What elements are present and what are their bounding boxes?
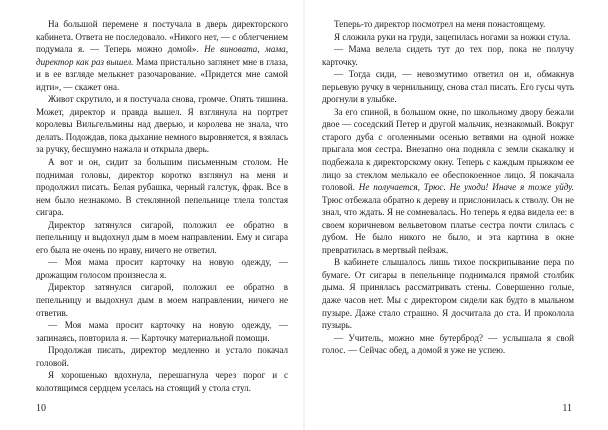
paragraph	[322, 31, 574, 44]
paragraph	[322, 106, 574, 257]
paragraph	[36, 93, 288, 156]
text-run: — Тогда сиди, — невозмутимо ответил он и, обмакнув перьевую ручку в чернильницу, снова стал писать. Его гусы чуть дрогнули в улыбке.	[322, 69, 574, 105]
text-run: Я сложила руки на груди, зацепилась ногами за ножки стула.	[334, 31, 571, 42]
paragraph	[36, 256, 288, 281]
left-page-number: 10	[36, 403, 46, 414]
paragraph	[36, 219, 288, 257]
text-run: Теперь-то директор посмотрел на меня понастоящему.	[334, 19, 546, 29]
page-gutter	[303, 0, 305, 430]
right-page-number: 11	[562, 403, 572, 414]
paragraph	[322, 18, 574, 31]
paragraph	[36, 369, 288, 394]
paragraph	[322, 256, 574, 331]
text-run: Живот скрутило, и я постучала снова, громче. Опять тишина. Может, директор и правда вышел. Я взглянула на портрет королевы Вильгельмины над дверью, и королева не знала, что делать. Подождав, пока дыхание немного выровняется, я взялась за ручку, бесшумно нажала и открыла дверь.	[36, 94, 288, 155]
paragraph	[36, 319, 288, 344]
paragraph	[322, 43, 574, 68]
text-run: Директор затянулся сигарой, положил ее обратно в пепельницу и выдохнул дым в моем направлении, ничего не ответив.	[36, 282, 288, 318]
paragraph	[322, 332, 574, 357]
text-run: — Мама велела сидеть тут до тех пор, пока не получу карточку.	[322, 44, 574, 67]
paragraph	[36, 18, 288, 93]
text-run: В кабинете слышалось лишь тихое поскрипывание пера по бумаге. От сигары в пепельнице поднимался прямой столбик дыма. Я принялась рассматривать стены. Совершенно голые, даже часов нет. Мы с директором сидели как будто в мыльном пузыре. Даже стало страшно. Я досчитала до ста. И проколола пузырь.	[322, 257, 574, 331]
paragraph	[322, 68, 574, 106]
text-run: Мама пристально заглянет мне в глаза, и в ее взгляде мелькнет разочарование. «Придется мне самой идти», — скажет она.	[36, 56, 289, 92]
right-page-body	[322, 18, 574, 357]
text-run: Продолжая писать, директор медленно и устало покачал головой.	[36, 345, 288, 368]
left-page-body	[36, 18, 288, 394]
text-run: — Учитель, можно мне бутерброд? — услышала я свой голос. — Сейчас обед, а домой я уже не успею.	[322, 332, 574, 356]
paragraph	[36, 156, 288, 219]
text-run: Директор затянулся сигарой, положил ее обратно в пепельницу и выдохнул дым в моем направлении. Ему и сигара его была не очень по нраву, ничего не ответил.	[36, 219, 288, 255]
text-run: Я хорошенько вдохнула, перешагнула через порог и с колотящимся сердцем уселась на стоящий у стола стул.	[36, 370, 288, 393]
paragraph	[36, 344, 288, 369]
text-run: — Моя мама просит карточку на новую одежду, — запинаясь, повторила я. — Карточку материальной помощи.	[36, 320, 288, 343]
text-run: На большой перемене я постучала в дверь директорского кабинета. Ответа не последовало. «Никого нет, — с облегчением подумала я. — Теперь можно домой».	[36, 19, 288, 55]
text-run: — Моя мама просит карточку на новую одежду, — дрожащим голосом произнесла я.	[36, 257, 288, 280]
text-run: Трюс отбежала обратно к дереву и прислонилась к стволу. Он не знал, что ждать. Я не сомневалась. Но теперь я едва видела ее: в своем коричневом вельветовом платье сестра почти слилась с дубом. Не было никого не было, и эта картина в окне превратилась в мертвый пейзаж.	[322, 194, 574, 255]
italic-run: Не виновата, мама, директор как раз вышел.	[36, 44, 288, 67]
paragraph	[36, 281, 288, 319]
text-run: А вот и он, сидит за большим письменным столом. Не поднимая головы, директор коротко взглянул на меня и продолжил писать. Белая рубашка, черный галстук, фрак. Все в нем было незнакомо. В стеклянной пепельнице тлела толстая сигара.	[36, 157, 288, 218]
text-run: За его спиной, в большом окне, по школьному двору бежали двое — соседский Петер и другой мальчик, незнакомый. Вокруг старого дуба с оголенными осенью ветвями на одной ножке прыгала моя сестра. Внезапно она подняла с земли скакалку и подбежала к директорскому окну. Теперь с каждым прыжком ее лицо за стеклом мелькало ее обеспокоенное лицо. Я покачала головой.	[322, 106, 574, 193]
italic-run: Не получается, Трюс. Не уходи! Иначе я тоже уйду.	[358, 182, 574, 193]
